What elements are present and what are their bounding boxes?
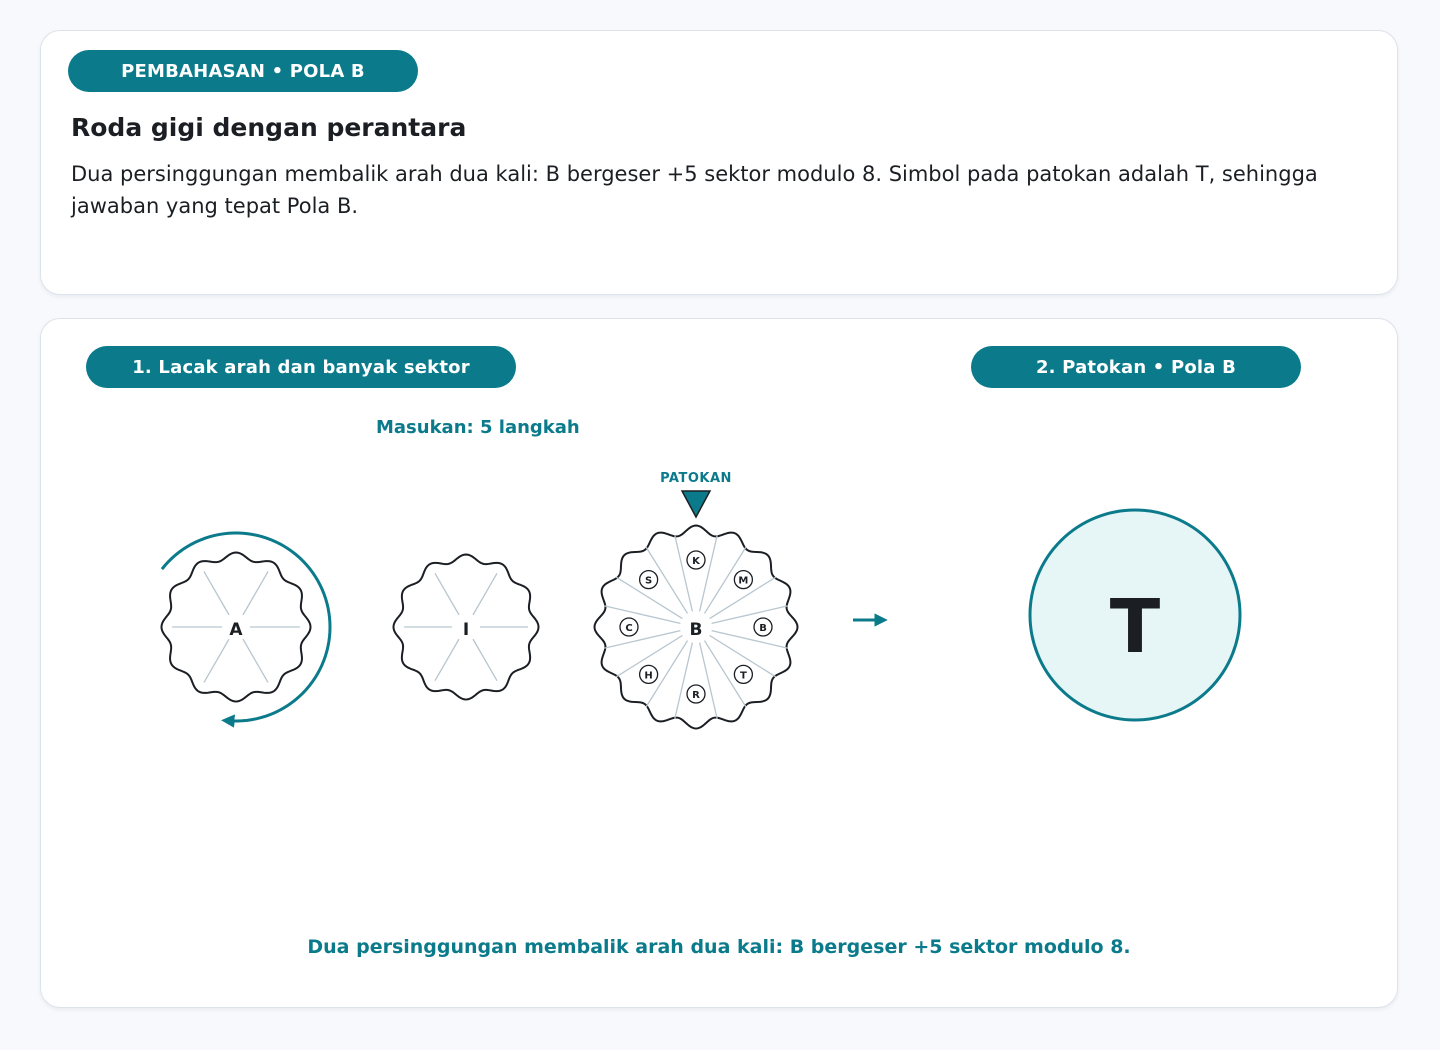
gear-a — [162, 553, 311, 702]
sector-label: R — [692, 690, 700, 701]
summary-badge: PEMBAHASAN • POLA B — [68, 50, 418, 92]
step2-label: 2. Patokan • Pola B — [971, 346, 1301, 388]
gear-diagram — [41, 319, 1399, 1009]
triangle-pointer-icon — [682, 491, 710, 517]
sector-label: H — [644, 670, 653, 682]
result-symbol: T — [1109, 584, 1161, 670]
gear-b-center-label: B — [689, 620, 703, 640]
gear-b — [595, 526, 798, 729]
input-label: Masukan: 5 langkah — [376, 417, 580, 438]
sector-label: K — [692, 556, 700, 567]
diagram-card — [40, 318, 1398, 1008]
summary-description: Dua persinggungan membalik arah dua kali: B bergeser +5 sektor modulo 8. Simbol pada patokan adalah T, sehingga jawaban yang tepat Pola B. — [71, 162, 1318, 218]
sector-label: M — [738, 575, 749, 587]
gear-a-center-label: A — [229, 620, 243, 640]
gear-i — [394, 555, 539, 700]
sector-label: S — [645, 575, 653, 587]
pointer-label: PATOKAN — [660, 471, 732, 486]
footer-note: Dua persinggungan membalik arah dua kali: B bergeser +5 sektor modulo 8. — [307, 936, 1131, 958]
summary-card — [40, 30, 1398, 295]
sector-label: C — [625, 623, 633, 634]
step1-label: 1. Lacak arah dan banyak sektor — [86, 346, 516, 388]
gear-i-center-label: I — [462, 620, 470, 640]
sector-label: T — [739, 670, 747, 682]
sector-label: B — [759, 623, 767, 634]
summary-title: Roda gigi dengan perantara — [71, 113, 467, 142]
